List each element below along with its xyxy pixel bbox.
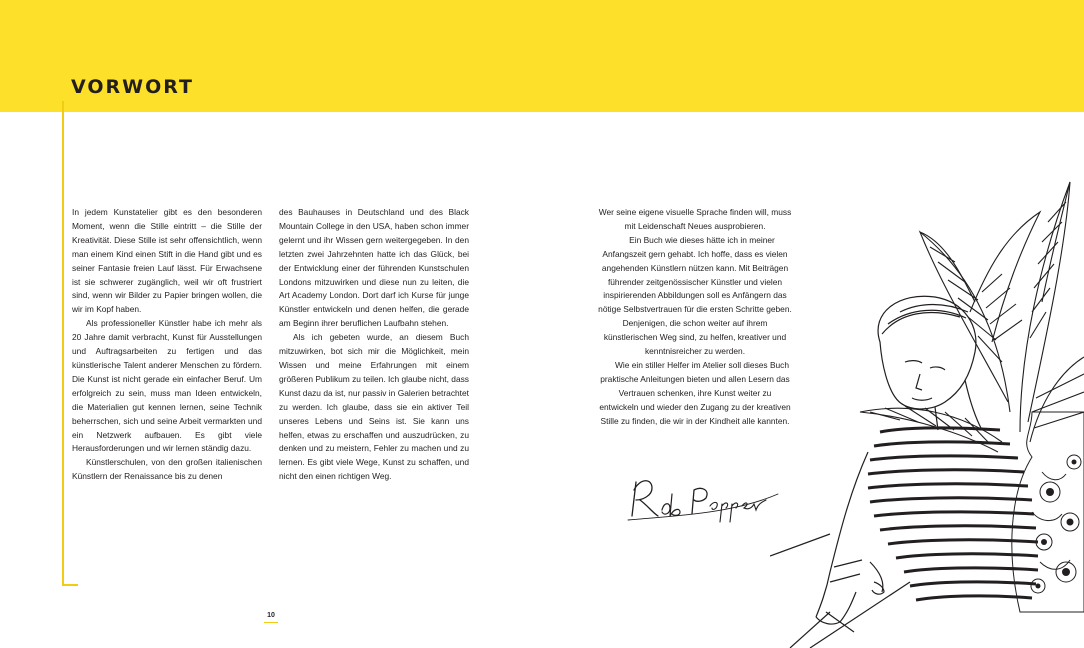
paragraph: Wer seine eigene visuelle Sprache finden will, muss mit Leidenschaft Neues ausprobieren. [598,207,792,231]
paragraph: Als ich gebeten wurde, an diesem Buch mitzuwirken, bot sich mir die Möglichkeit, mein Wissen und meine Erfahrungen mit einem größeren Publikum zu teilen. Ich glaube nicht, dass Kunst dazu da ist, nur passiv in Galerien betrachtet zu werden. Ich glaube, dass sie ein aktiver Teil unseres Lebens und Seins ist. Sie kann uns helfen, etwas zu erschaffen und auszudrücken, zu denken und zu meistern, Fehler zu machen und zu lernen. Es gibt viele Wege, Kunst zu schaffen, und nicht den einen richtigen Weg. [279,332,469,482]
page-number: 10 [267,612,275,619]
paragraph: Ein Buch wie dieses hätte ich in meiner Anfangszeit gern gehabt. Ich hoffe, dass es vielen angehenden Künstlern nützen kann. Mit Beiträgen führender zeitgenössischer Künstler und vielen inspirierenden Abbildungen soll es Anfängern das nötige Selbstvertrauen für die ersten Schritte geben. Denjenigen, die schon weiter auf ihrem künstlerischen Weg sind, zu helfen, kreativer und kenntnisreicher zu werden. [598,234,792,357]
margin-rule-foot [62,584,78,586]
text-column-1 [72,206,262,484]
paragraph: des Bauhauses in Deutschland und des Black Mountain College in den USA, haben schon immer gelernt und ihr Wissen gern weitergegeben. In den letzten zwei Jahrzehnten hatte ich das Glück, bei der Entwicklung einer der führenden Kunstschulen Londons mitzuwirken und diese nun zu leiten, die Art Academy London. Dort darf ich Kurse für junge Künstler entwickeln und denen helfen, die gerade am Beginn ihrer beruflichen Laufbahn stehen. [279,207,469,329]
paragraph: Künstlerschulen, von den großen italienischen Künstlern der Renaissance bis zu denen [72,457,262,482]
paragraph: In jedem Kunstatelier gibt es den besonderen Moment, wenn die Stille eintritt – die Stille der Kreativität. Diese Stille ist sehr offensichtlich, wenn man einem Kind einen Stift in die Hand gibt und es seiner Fantasie freien Lauf lässt. Für Erwachsene ist sie schwerer zugänglich, weil wir oft frustriert sind, wenn wir Bilder zu Papier bringen wollen, die wir im Kopf haben. [72,207,262,315]
line-art-illustration [770,112,1084,648]
page-title: VORWORT [71,76,194,98]
paragraph: Als professioneller Künstler habe ich mehr als 20 Jahre damit verbracht, Kunst für Ausstellungen und Auftragsarbeiten zu fertigen und das künstlerische Talent anderer Menschen zu fördern. Die Kunst ist nicht gerade ein einfacher Beruf. Um erfolgreich zu sein, muss man Ideen entwickeln, die Materialien gut kennen lernen, seine Technik beherrschen, sich und seine Arbeit vermarkten und ein Netzwerk aufbauen. Es gibt viele Herausforderungen und wir lernen ständig dazu. [72,318,262,454]
margin-rule-vertical [62,101,64,585]
text-column-3 [598,206,792,429]
paragraph: Wie ein stiller Helfer im Atelier soll dieses Buch praktische Anleitungen bieten und allen Lesern das Vertrauen schenken, ihre Kunst weiter zu entwickeln und wieder den Zugang zu der kreativen Stille zu finden, die wir in der Kindheit alle kannten. [599,359,791,426]
text-column-2 [279,206,469,484]
page-number-underline [264,622,278,623]
signature-scribble [622,470,782,526]
